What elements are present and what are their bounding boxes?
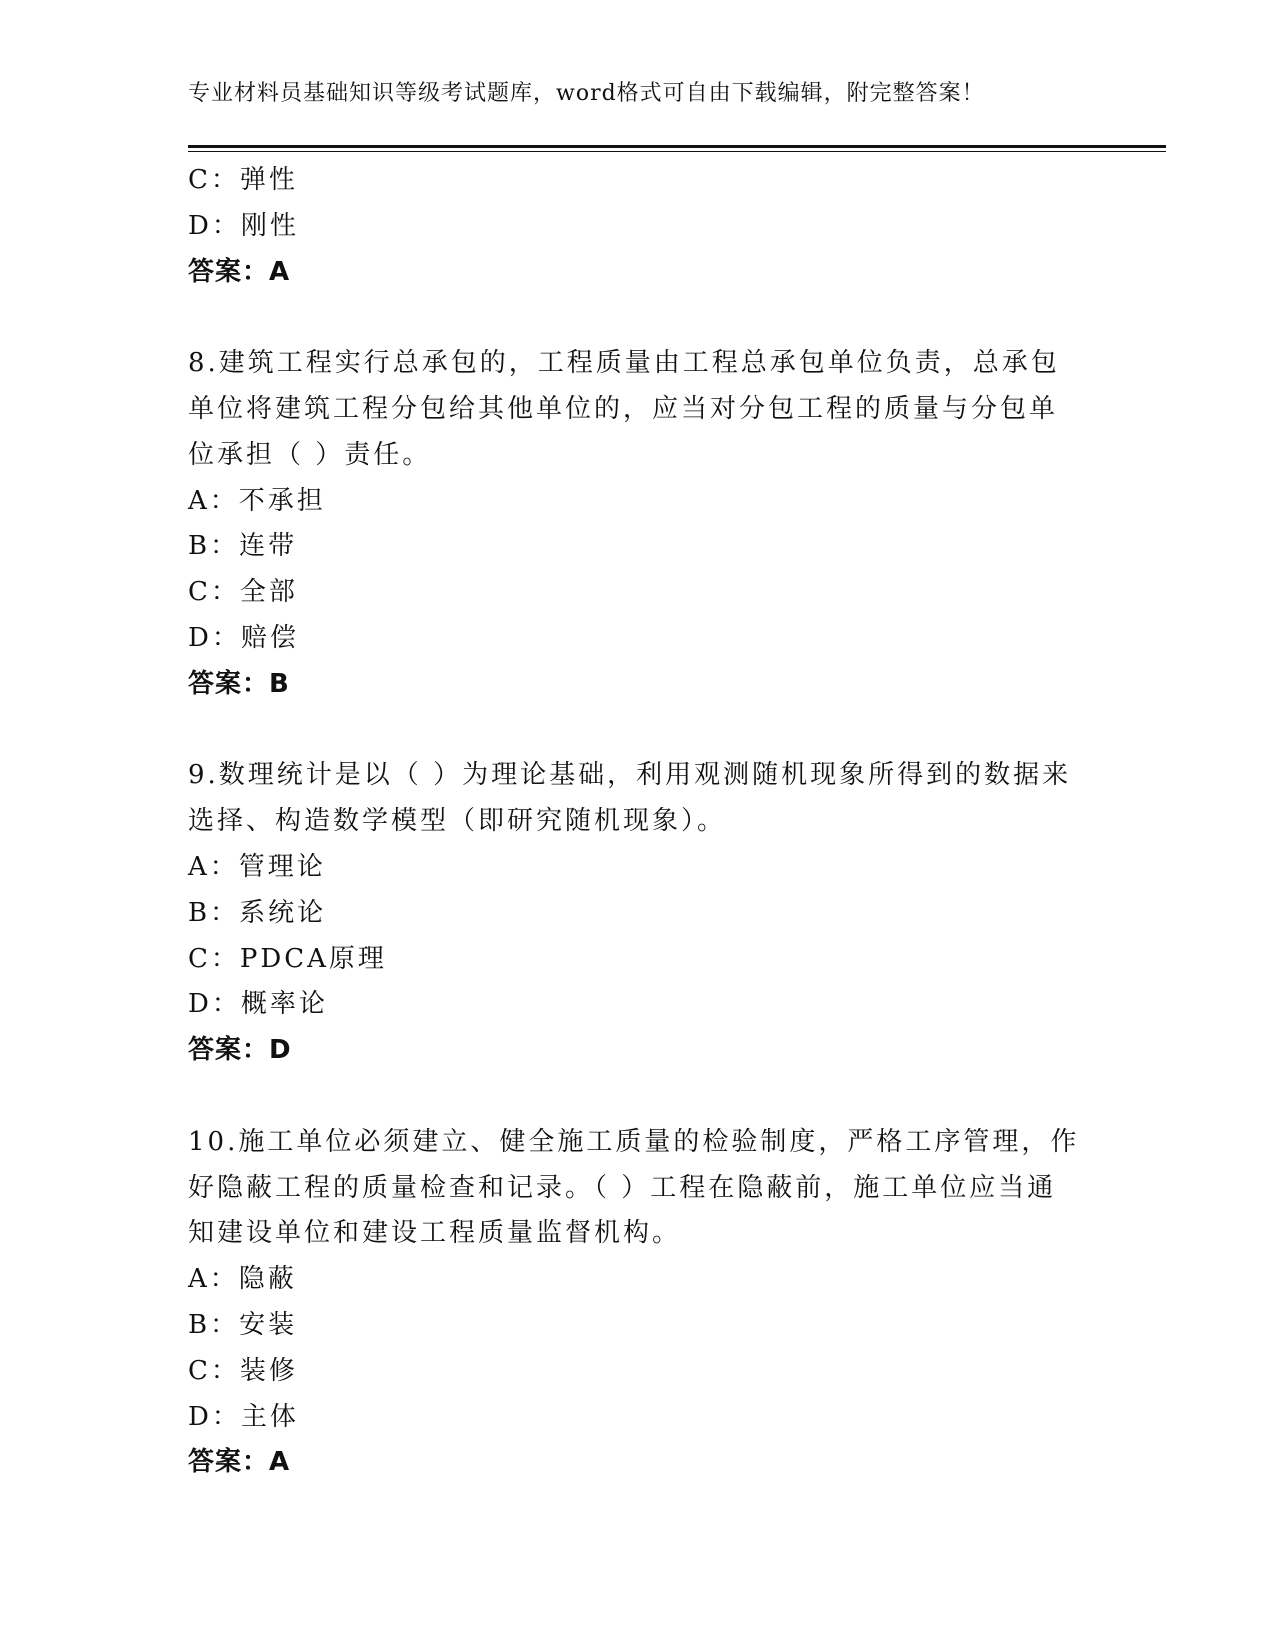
question-text-line: 8.建筑工程实行总承包的，工程质量由工程总承包单位负责，总承包 — [188, 348, 1060, 379]
option-b: B：安装 — [188, 1309, 298, 1340]
option-a: A：管理论 — [188, 851, 326, 882]
question-text-line: 位承担（ ）责任。 — [188, 439, 432, 470]
option-c: C：PDCA原理 — [188, 943, 387, 974]
answer: 答案：A — [188, 256, 291, 287]
answer: 答案：B — [188, 668, 290, 699]
question-text-line: 单位将建筑工程分包给其他单位的，应当对分包工程的质量与分包单 — [188, 393, 1059, 424]
header-rule-thin — [188, 151, 1166, 152]
page-header: 专业材料员基础知识等级考试题库，word格式可自由下载编辑，附完整答案！ — [188, 81, 985, 106]
option-d: D：刚性 — [188, 210, 299, 241]
option-a: A：隐蔽 — [188, 1264, 297, 1295]
question-text-line: 好隐蔽工程的质量检查和记录。（ ）工程在隐蔽前，施工单位应当通 — [188, 1172, 1057, 1203]
question-content — [188, 158, 1088, 1486]
header-rule-thick — [188, 145, 1166, 148]
option-b: B：连带 — [188, 531, 298, 562]
question-10 — [188, 1120, 1088, 1486]
option-a: A：不承担 — [188, 485, 326, 516]
question-text-line: 知建设单位和建设工程质量监督机构。 — [188, 1218, 682, 1249]
question-9 — [188, 753, 1088, 1074]
option-c: C：弹性 — [188, 165, 298, 195]
option-b: B：系统论 — [188, 897, 327, 928]
previous-question-continued — [188, 158, 1088, 295]
option-d: D：赔偿 — [188, 622, 299, 653]
question-text-line: 9.数理统计是以（ ）为理论基础，利用观测随机现象所得到的数据来 — [188, 760, 1072, 791]
option-d: D：概率论 — [188, 989, 328, 1020]
option-d: D：主体 — [188, 1401, 299, 1432]
question-8 — [188, 341, 1088, 707]
option-c: C：装修 — [188, 1355, 298, 1386]
question-text-line: 选择、构造数学模型（即研究随机现象）。 — [188, 806, 727, 837]
option-c: C：全部 — [188, 577, 298, 608]
answer: 答案：A — [188, 1447, 291, 1478]
answer: 答案：D — [188, 1035, 292, 1066]
question-text-line: 10.施工单位必须建立、健全施工质量的检验制度，严格工序管理，作 — [188, 1126, 1080, 1157]
